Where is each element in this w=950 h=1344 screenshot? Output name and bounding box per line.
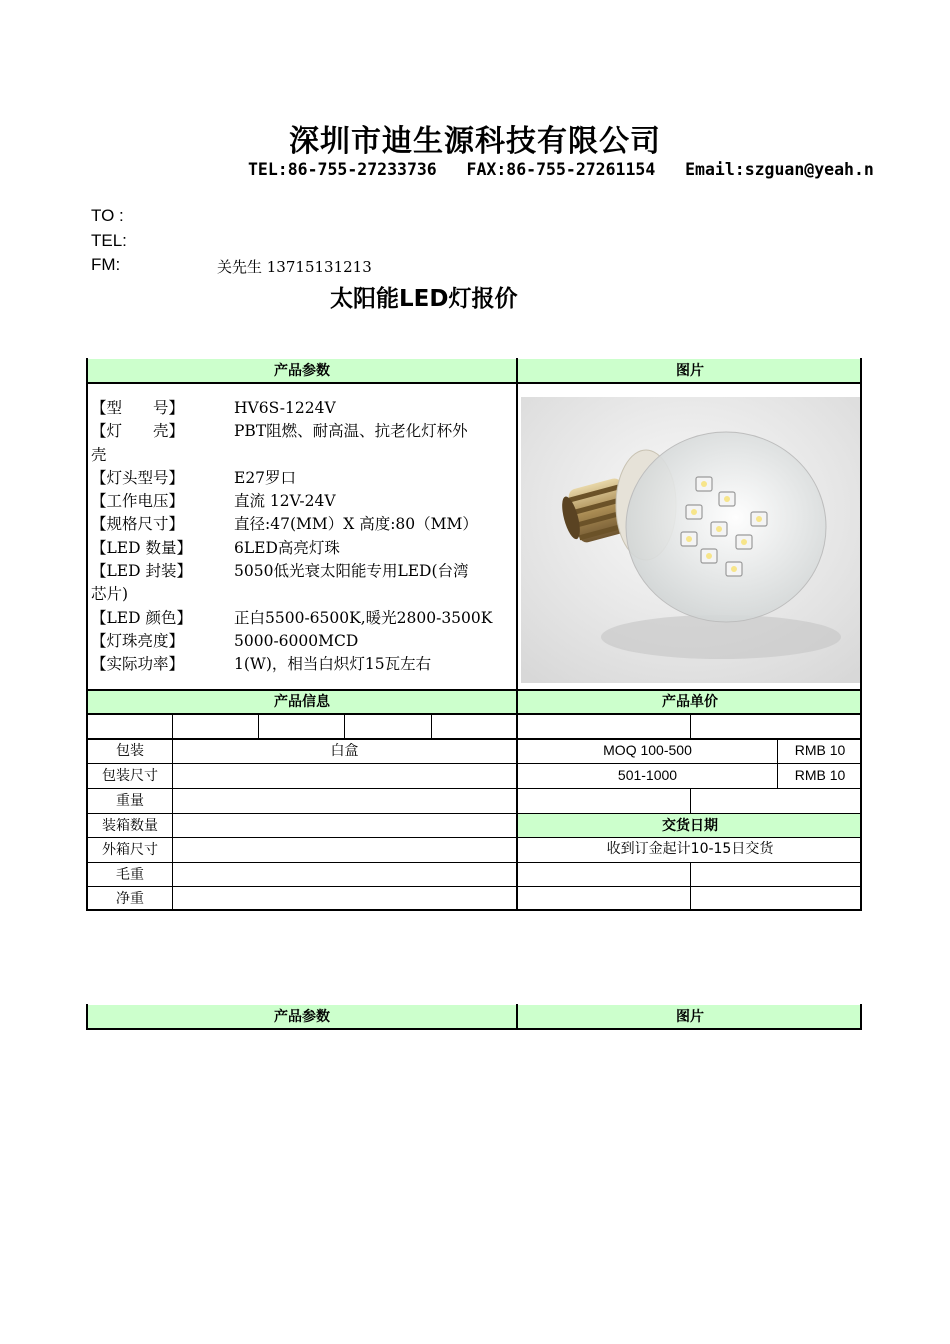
param-key: 【灯 壳】 [91, 422, 185, 441]
info-header: 产品信息 [87, 690, 517, 713]
param-row [91, 397, 516, 420]
params-header-2: 产品参数 [87, 1005, 517, 1028]
param-key: 【型 号】 [91, 399, 185, 417]
info-label: 装箱数量 [102, 818, 158, 834]
info-value: 白盒 [330, 743, 359, 759]
param-value: 5000-6000MCD [234, 631, 359, 650]
param-value: 5050低光衰太阳能专用LED(台湾 [234, 562, 469, 581]
delivery-value: 收到订金起计10-15日交货 [606, 841, 774, 857]
info-label: 包装 [116, 743, 144, 759]
param-key: 【LED 封装】 [91, 562, 192, 581]
param-key: 【规格尺寸】 [91, 515, 185, 534]
param-value: 直流 12V-24V [234, 492, 336, 511]
document-title: 太阳能LED灯报价 [330, 286, 518, 312]
product-params [91, 397, 516, 677]
info-label: 重量 [116, 793, 144, 809]
param-value-continued: 芯片) [91, 585, 129, 604]
param-value: 1(W)，相当白炽灯15瓦左右 [234, 655, 432, 674]
param-key: 【实际功率】 [91, 655, 185, 674]
info-label: 外箱尺寸 [102, 842, 158, 858]
to-label: TO : [91, 206, 124, 225]
params-header: 产品参数 [87, 359, 517, 382]
param-value: 直径:47(MM）X 高度:80（MM） [234, 515, 478, 534]
param-key: 【LED 颜色】 [91, 608, 192, 627]
param-value: 正白5500-6500K,暖光2800-3500K [234, 608, 493, 627]
fm-value: 关先生 13715131213 [217, 258, 372, 276]
param-row [91, 653, 516, 676]
param-value: 6LED高亮灯珠 [234, 538, 340, 557]
price-qty-2: 501-1000 [617, 767, 678, 783]
price-header: 产品单价 [518, 690, 862, 713]
param-row [91, 537, 516, 560]
company-contact: TEL:86-755-27233736 FAX:86-755-27261154 Email:szguan@yeah.n [248, 160, 874, 179]
param-row [91, 560, 516, 583]
price-qty-1: MOQ 100-500 [603, 742, 692, 758]
info-label: 包装尺寸 [102, 768, 158, 784]
company-name: 深圳市迪生源科技有限公司 [289, 124, 661, 159]
led-bulb-photo [521, 397, 860, 683]
param-value: PBT阻燃、耐高温、抗老化灯杯外 [234, 422, 468, 441]
param-value: HV6S-1224V [234, 399, 336, 417]
param-key: 【灯珠亮度】 [91, 631, 185, 650]
info-label: 毛重 [116, 867, 144, 883]
param-value: E27罗口 [234, 468, 297, 487]
param-row [91, 420, 516, 443]
param-row [91, 467, 516, 490]
param-row [91, 630, 516, 653]
image-header-2: 图片 [518, 1005, 862, 1028]
param-key: 【LED 数量】 [91, 538, 192, 557]
tel-label: TEL: [91, 231, 127, 250]
param-row [91, 607, 516, 630]
param-row [91, 513, 516, 536]
param-key: 【工作电压】 [91, 492, 185, 511]
info-label: 净重 [116, 891, 144, 907]
price-value-1: RMB 10 [794, 742, 846, 758]
param-key: 【灯头型号】 [91, 468, 185, 487]
param-value-continued: 壳 [91, 445, 107, 464]
param-row [91, 490, 516, 513]
fm-label: FM: [91, 255, 121, 274]
price-value-2: RMB 10 [794, 767, 846, 783]
image-header: 图片 [518, 359, 862, 382]
delivery-header: 交货日期 [518, 814, 862, 837]
